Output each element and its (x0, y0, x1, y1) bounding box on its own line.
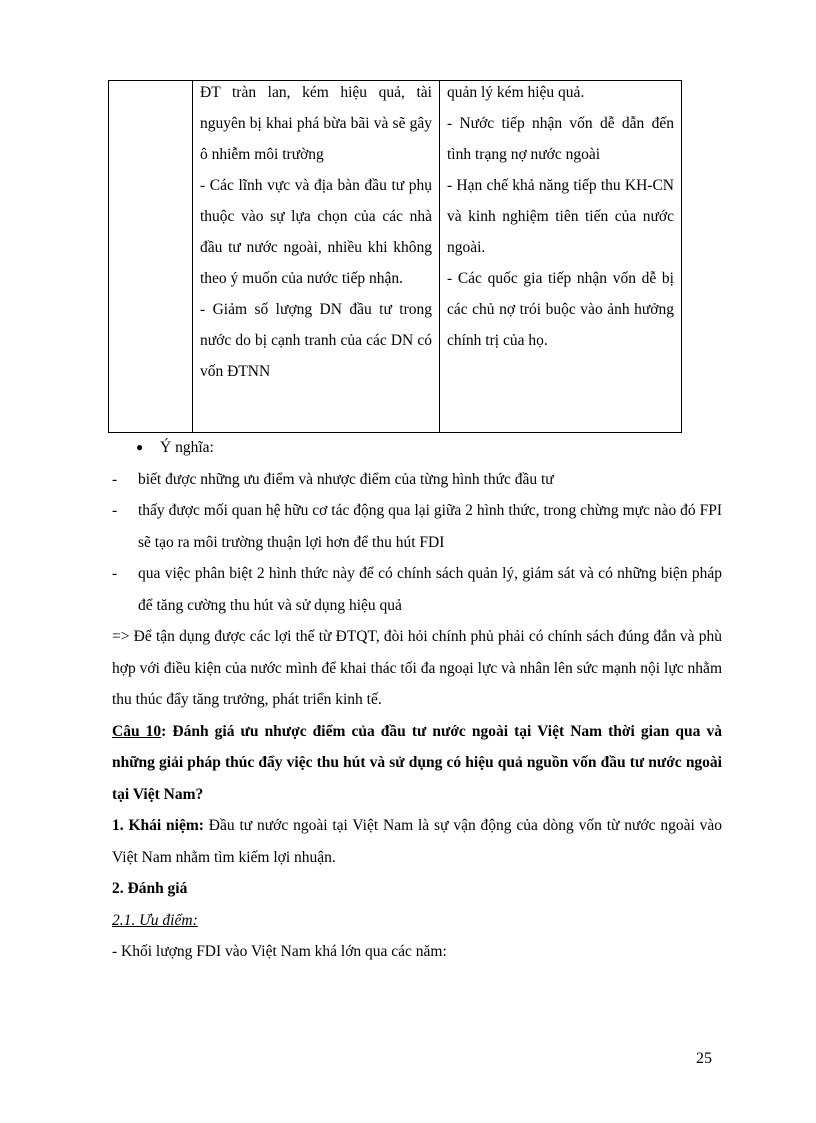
dash-icon: - (112, 565, 118, 582)
list-item (112, 495, 722, 558)
section-1-paragraph (112, 810, 722, 873)
table-text: - Nước tiếp nhận vốn dễ dẫn đến tình trạng nợ nước ngoài (447, 115, 674, 163)
question-text: : Đánh giá ưu nhược điểm của đầu tư nước ngoài tại Việt Nam thời gian qua và những giải pháp thúc đẩy việc thu hút và sử dụng có hiệu quả nguồn vốn đầu tư nước ngoài tại Việt Nam? (112, 722, 722, 803)
table-cell-disadvantages-fpi (440, 81, 682, 433)
subsection-heading: 2.1. Ưu điểm: (112, 911, 198, 929)
list-item-text: biết được những ưu điểm và nhược điểm của từng hình thức đầu tư (138, 470, 554, 488)
section-2-text: - Khối lượng FDI vào Việt Nam khá lớn qua các năm: (112, 943, 447, 960)
document-body (112, 432, 722, 968)
list-item-text: thấy được mối quan hệ hữu cơ tác động qua lại giữa 2 hình thức, trong chừng mực nào đó FPI sẽ tạo ra môi trường thuận lợi hơn để thu hút FDI (138, 502, 722, 551)
list-item-text: qua việc phân biệt 2 hình thức này để có chính sách quản lý, giám sát và có những biện pháp để tăng cường thu hút và sử dụng hiệu quả (138, 565, 722, 614)
question-label: Câu 10 (112, 722, 162, 740)
meaning-heading (112, 432, 722, 464)
comparison-table (108, 80, 682, 433)
table-text: - Các lĩnh vực và địa bàn đầu tư phụ thuộc vào sự lựa chọn của các nhà đầu tư nước ngoài, nhiều khi không theo ý muốn của nước tiếp nhận. (200, 177, 432, 287)
bullet-icon: ● (136, 440, 144, 454)
table-text: - Các quốc gia tiếp nhận vốn dễ bị các chủ nợ trói buộc vào ảnh hưởng chính trị của họ. (447, 270, 674, 349)
table-cell-empty (109, 81, 193, 433)
table-text: ĐT tràn lan, kém hiệu quả, tài nguyên bị khai phá bừa bãi và sẽ gây ô nhiễm môi trường (200, 84, 432, 163)
section-1-text: Đầu tư nước ngoài tại Việt Nam là sự vận động của dòng vốn từ nước ngoài vào Việt Nam nhằm tìm kiếm lợi nhuận. (112, 817, 722, 866)
section-1-heading: 1. Khái niệm: (112, 817, 204, 834)
table-text: quản lý kém hiệu quả. (447, 84, 585, 101)
dash-icon: - (112, 502, 118, 519)
page-number: 25 (696, 1050, 712, 1067)
conclusion-paragraph: => Để tận dụng được các lợi thế từ ĐTQT, đòi hỏi chính phủ phải có chính sách đúng đắn và phù hợp với điều kiện của nước mình để khai thác tối đa ngoại lực và nhân lên sức mạnh nội lực nhằm thu thúc đẩy tăng trưởng, phát triển kinh tế. (112, 628, 722, 708)
table-cell-disadvantages-host (193, 81, 440, 433)
section-2-heading: 2. Đánh giá (112, 880, 188, 897)
meaning-heading-text: Ý nghĩa: (160, 439, 214, 456)
list-item (112, 464, 722, 496)
table-row (109, 81, 682, 433)
table-text: - Giảm số lượng DN đầu tư trong nước do bị cạnh tranh của các DN có vốn ĐTNN (200, 301, 432, 380)
question-heading (112, 716, 722, 811)
table-text: - Hạn chế khả năng tiếp thu KH-CN và kinh nghiệm tiên tiến của nước ngoài. (447, 177, 674, 256)
dash-icon: - (112, 470, 118, 488)
list-item (112, 558, 722, 621)
